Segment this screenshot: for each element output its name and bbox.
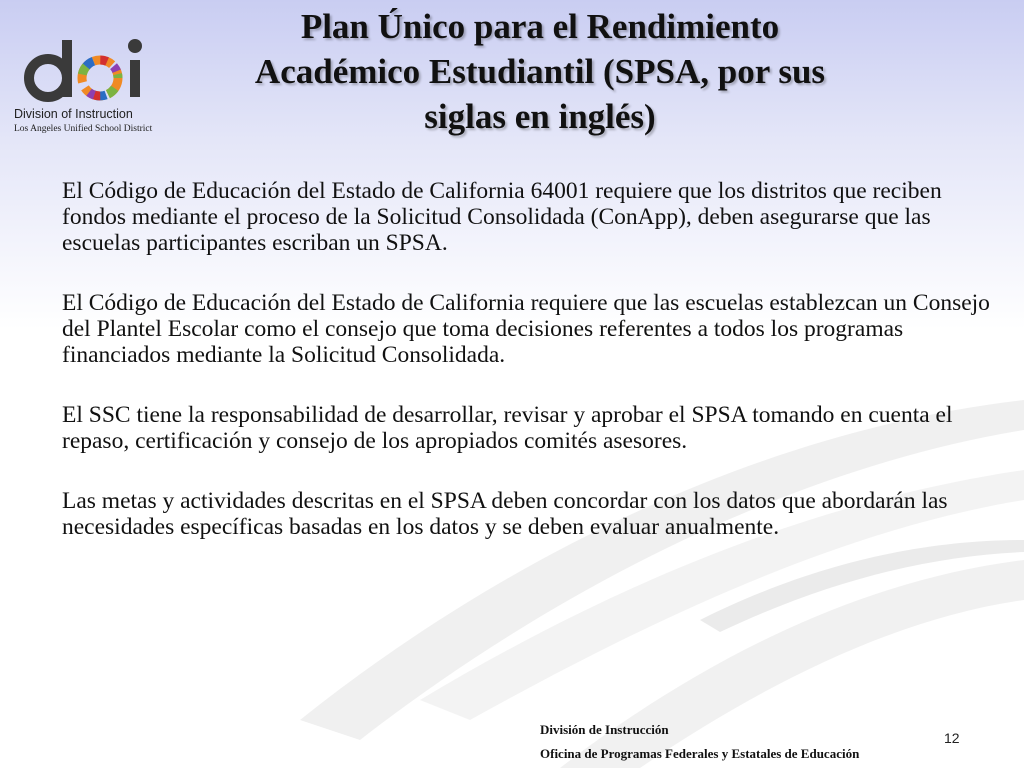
logo-caption-district: Los Angeles Unified School District [14, 124, 153, 134]
logo-caption-division: Division of Instruction [14, 107, 133, 121]
slide-title [180, 4, 900, 139]
paragraph-4: Las metas y actividades descritas en el SPSA deben concordar con los datos que abordarán las necesidades específicas basadas en los datos y se deben evaluar anualmente. [62, 488, 948, 540]
title-line-3: siglas en inglés) [424, 97, 656, 136]
paragraph-2: El Código de Educación del Estado de California requiere que las escuelas establezcan un Consejo del Plantel Escolar como el consejo que toma decisiones referentes a todos los programas financiados mediante la Solicitud Consolidada. [62, 290, 990, 368]
title-line-1: Plan Único para el Rendimiento [300, 7, 780, 46]
slide-body [62, 178, 1002, 574]
footer-office: Oficina de Programas Federales y Estatales de Educación [540, 746, 860, 761]
paragraph-1: El Código de Educación del Estado de California 64001 requiere que los distritos que reciben fondos mediante el proceso de la Solicitud Consolidada (ConApp), deben asegurarse que las escuelas participantes escriban un SPSA. [62, 178, 942, 256]
paragraph-3: El SSC tiene la responsabilidad de desarrollar, revisar y aprobar el SPSA tomando en cuenta el repaso, certificación y consejo de los apropiados comités asesores. [62, 402, 953, 454]
title-line-2: Académico Estudiantil (SPSA, por sus [254, 52, 826, 91]
footer-division: División de Instrucción [540, 722, 669, 737]
page-number: 12 [944, 730, 960, 746]
